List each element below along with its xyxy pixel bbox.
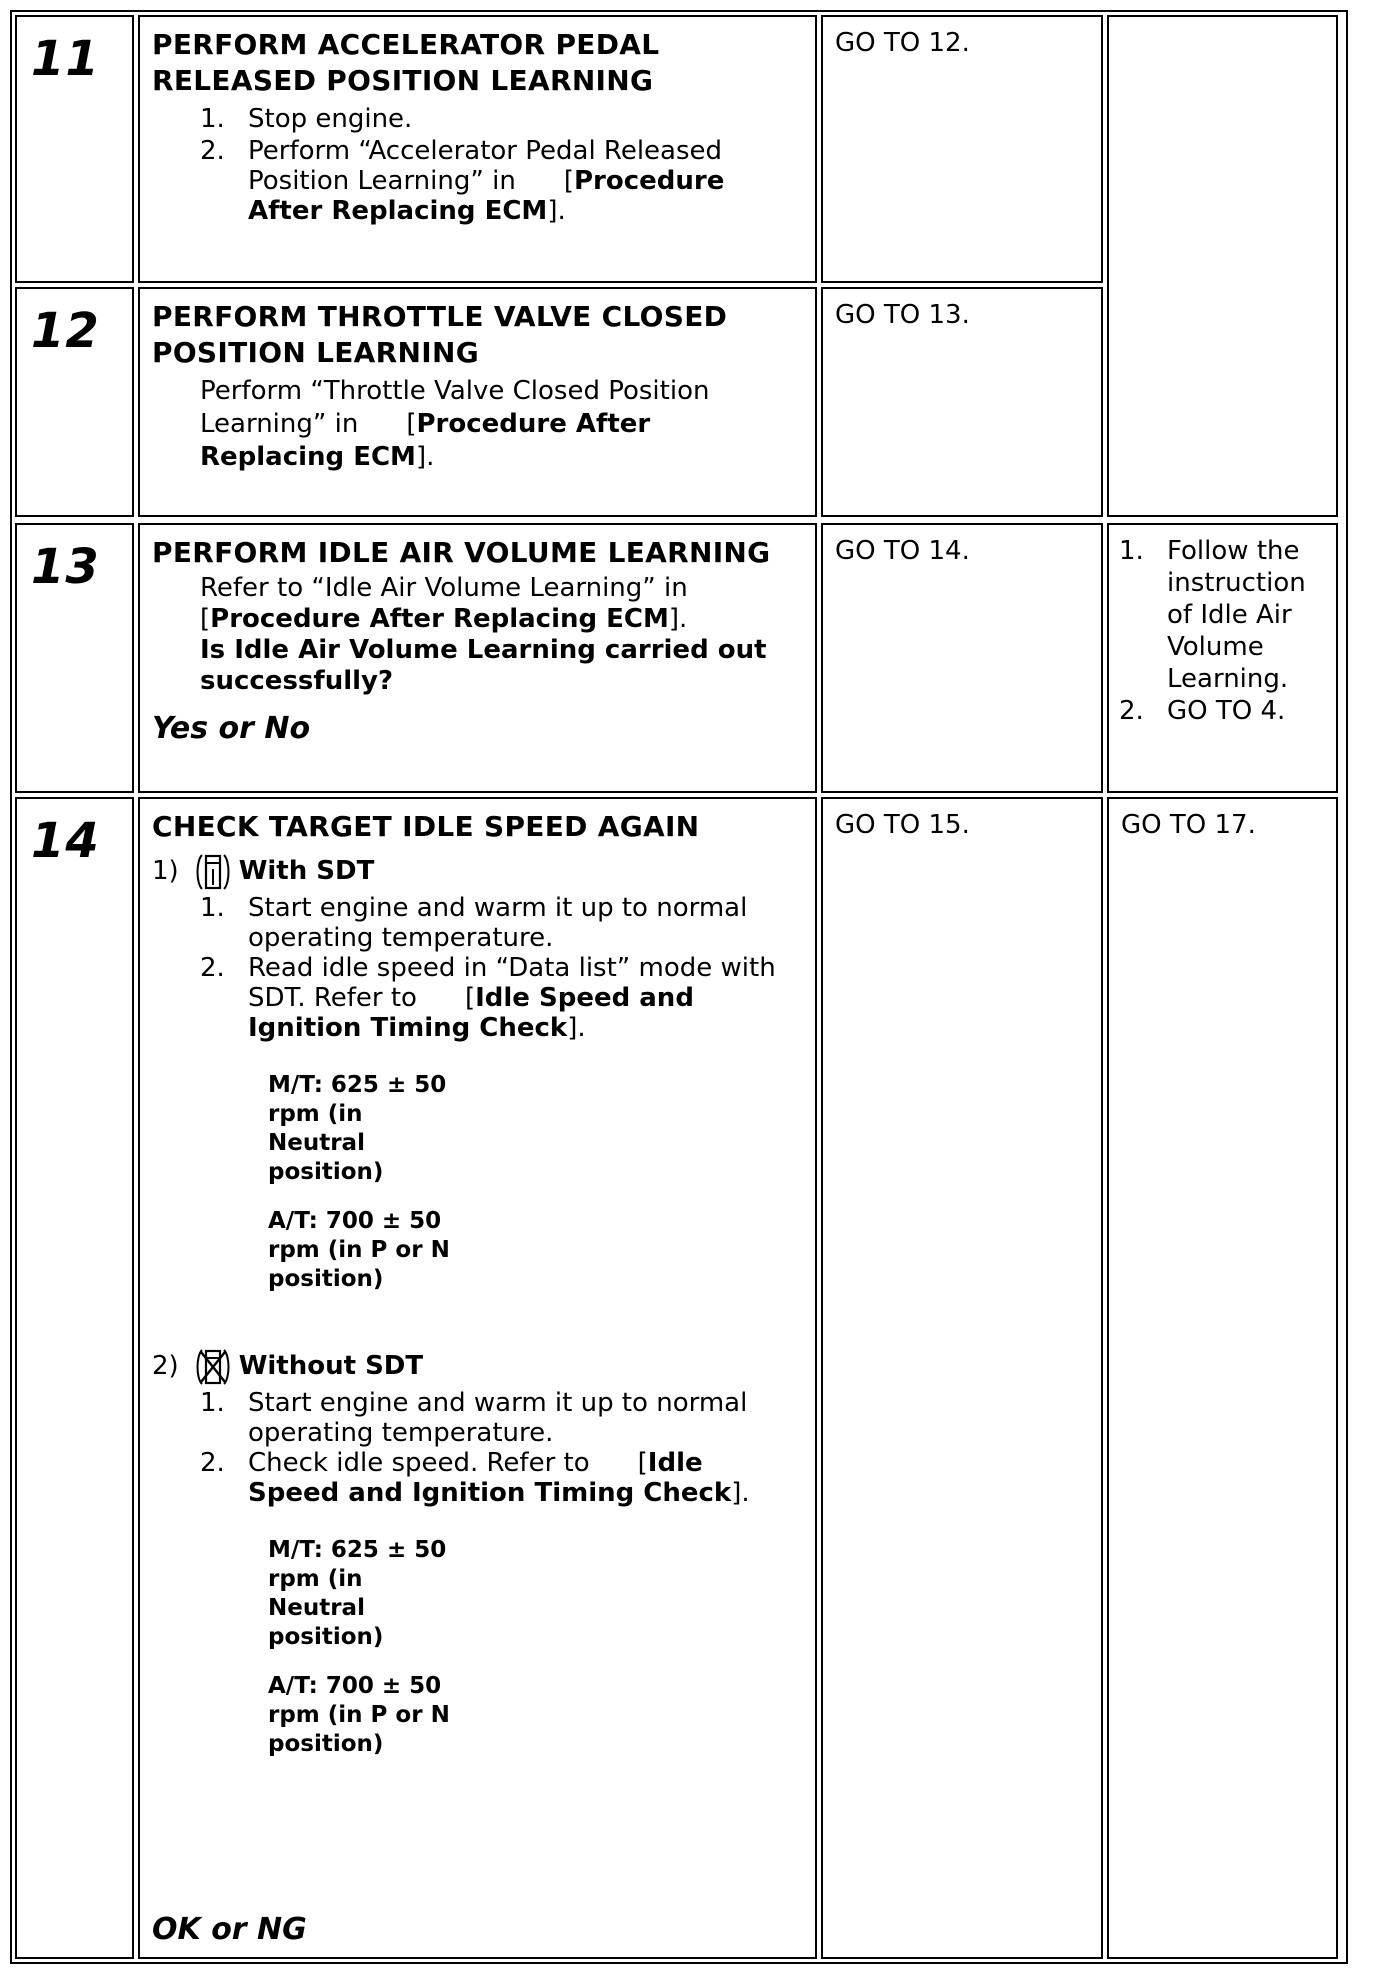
reference-link[interactable]: Procedure After	[416, 409, 651, 439]
with-sdt-heading	[152, 849, 805, 893]
spec-line: rpm (in	[268, 1566, 363, 1592]
without-sdt-heading	[152, 1344, 805, 1388]
step-title: CHECK TARGET IDLE SPEED AGAIN	[152, 810, 700, 843]
step-title-line: RELEASED POSITION LEARNING	[152, 64, 654, 97]
goto-step-link[interactable]: GO TO 14.	[835, 536, 970, 566]
no-cell-13	[1107, 523, 1338, 793]
reference-link[interactable]: Replacing ECM	[200, 442, 416, 472]
spec-line: M/T: 625 ± 50	[268, 1072, 447, 1098]
reference-link[interactable]: Ignition Timing Check	[248, 1013, 568, 1043]
reference-link[interactable]: Idle Speed and	[475, 983, 694, 1013]
answer-prompt: Yes or No	[152, 711, 311, 746]
step-number-cell-12	[15, 287, 134, 517]
spec-line: Neutral	[268, 1130, 365, 1156]
no-instruction-list	[1119, 535, 1326, 727]
step-title	[152, 27, 805, 99]
list-item: 2. Perform “Accelerator Pedal Released Position Learning” in [Procedure After Replacing ECM].	[152, 136, 805, 226]
sdt-connected-icon	[193, 851, 233, 893]
item-text: SDT. Refer to	[248, 983, 417, 1013]
item-text: instruction	[1167, 568, 1306, 598]
spec-line: Neutral	[268, 1595, 365, 1621]
yes-cell-12	[821, 287, 1103, 517]
goto-step-link[interactable]: GO TO 17.	[1121, 810, 1256, 840]
item-text: Start engine and warm it up to normal	[248, 893, 748, 923]
step-body: Refer to “Idle Air Volume Learning” in [Procedure After Replacing ECM]. Is Idle Air Volume Learning carried out successfully?	[200, 573, 805, 697]
step-number-cell-13	[15, 523, 134, 793]
item-text: Read idle speed in “Data list” mode with	[248, 953, 776, 983]
spec-line: rpm (in P or N	[268, 1237, 450, 1263]
reference-link[interactable]: Procedure After Replacing ECM	[210, 604, 669, 634]
goto-step-link[interactable]: GO TO 4.	[1167, 696, 1286, 726]
step-title-line: PERFORM THROTTLE VALVE CLOSED	[152, 300, 728, 333]
item-text: Start engine and warm it up to normal	[248, 1388, 748, 1418]
reference-link[interactable]: After Replacing ECM	[248, 196, 548, 226]
spec-line: position)	[268, 1266, 384, 1292]
step-title: PERFORM IDLE AIR VOLUME LEARNING	[152, 536, 771, 569]
substep-label: With SDT	[238, 856, 375, 886]
item-number: 2.	[1119, 696, 1144, 726]
goto-step-link[interactable]: GO TO 12.	[835, 28, 970, 58]
list-item: 2. Check idle speed. Refer to [Idle Speed and Ignition Timing Check].	[200, 1448, 750, 1508]
step-number: 14	[31, 813, 100, 869]
spec-line: position)	[268, 1731, 384, 1757]
yes-cell-13	[821, 523, 1103, 793]
body-text: Perform “Throttle Valve Closed Position	[200, 376, 710, 406]
yes-cell-14	[821, 797, 1103, 1959]
spec-line: A/T: 700 ± 50	[268, 1208, 442, 1234]
body-text: Refer to “Idle Air Volume Learning” in	[200, 573, 688, 603]
step-content-cell-11	[138, 15, 817, 283]
substep-label: Without SDT	[238, 1351, 424, 1381]
item-number: 1.	[1119, 536, 1144, 566]
instruction-list	[152, 893, 805, 1043]
goto-step-link[interactable]: GO TO 13.	[835, 300, 970, 330]
question-text: successfully?	[200, 666, 394, 696]
step-number: 12	[31, 303, 100, 359]
reference-link[interactable]: Speed and Ignition Timing Check	[248, 1478, 732, 1508]
spec-line: rpm (in	[268, 1101, 363, 1127]
step-content-cell-12	[138, 287, 817, 517]
at-idle-spec	[268, 1672, 805, 1759]
mt-idle-spec	[268, 1071, 805, 1187]
spec-line: position)	[268, 1159, 384, 1185]
substep-number: 1)	[152, 856, 179, 886]
item-text: Position Learning” in	[248, 166, 516, 196]
step-content-cell-13	[138, 523, 817, 793]
yes-cell-11	[821, 15, 1103, 283]
no-cell-11-12	[1107, 15, 1338, 517]
list-item	[1119, 535, 1326, 695]
instruction-list	[152, 1388, 805, 1508]
item-text: Perform “Accelerator Pedal Released	[248, 136, 723, 166]
item-number: 2.	[200, 136, 225, 166]
body-text: Learning” in	[200, 409, 359, 439]
goto-step-link[interactable]: GO TO 15.	[835, 810, 970, 840]
item-text: operating temperature.	[248, 1418, 554, 1448]
item-text: Check idle speed. Refer to	[248, 1448, 590, 1478]
mt-idle-spec	[268, 1536, 805, 1652]
reference-link[interactable]: Idle	[647, 1448, 703, 1478]
spec-line: position)	[268, 1624, 384, 1650]
step-title	[152, 299, 805, 371]
item-text: Stop engine.	[248, 104, 413, 134]
step-number: 13	[31, 539, 100, 595]
item-text: operating temperature.	[248, 923, 554, 953]
item-text: of Idle Air	[1167, 600, 1292, 630]
list-item	[152, 893, 805, 953]
substep-number: 2)	[152, 1351, 179, 1381]
sdt-not-used-icon	[193, 1346, 233, 1388]
item-number: 1.	[200, 1388, 225, 1418]
answer-prompt: OK or NG	[152, 1912, 307, 1947]
spec-line: M/T: 625 ± 50	[268, 1537, 447, 1563]
no-cell-14	[1107, 797, 1338, 1959]
list-item	[152, 1388, 805, 1448]
step-content-cell-14	[138, 797, 817, 1959]
list-item	[1119, 695, 1326, 727]
at-idle-spec	[268, 1207, 805, 1294]
item-number: 1.	[200, 104, 225, 134]
instruction-list	[152, 103, 805, 226]
spec-line: rpm (in P or N	[268, 1702, 450, 1728]
item-number: 1.	[200, 893, 225, 923]
step-number: 11	[31, 31, 100, 87]
step-body: Perform “Throttle Valve Closed Position Learning” in [Procedure After Replacing ECM].	[200, 375, 805, 474]
step-number-cell-11	[15, 15, 134, 283]
list-item: 2. Read idle speed in “Data list” mode with SDT. Refer to [Idle Speed and Ignition Timing Check].	[152, 953, 805, 1043]
item-text: Learning.	[1167, 664, 1289, 694]
question-text: Is Idle Air Volume Learning carried out	[200, 635, 767, 665]
step-title-line: PERFORM ACCELERATOR PEDAL	[152, 28, 660, 61]
item-text: Follow the	[1167, 536, 1300, 566]
item-number: 2.	[200, 1448, 225, 1478]
step-title-line: POSITION LEARNING	[152, 336, 479, 369]
step-number-cell-14	[15, 797, 134, 1959]
spec-line: A/T: 700 ± 50	[268, 1673, 442, 1699]
item-text: Volume	[1167, 632, 1264, 662]
reference-link[interactable]: Procedure	[573, 166, 725, 196]
item-number: 2.	[200, 953, 225, 983]
list-item	[152, 103, 805, 136]
